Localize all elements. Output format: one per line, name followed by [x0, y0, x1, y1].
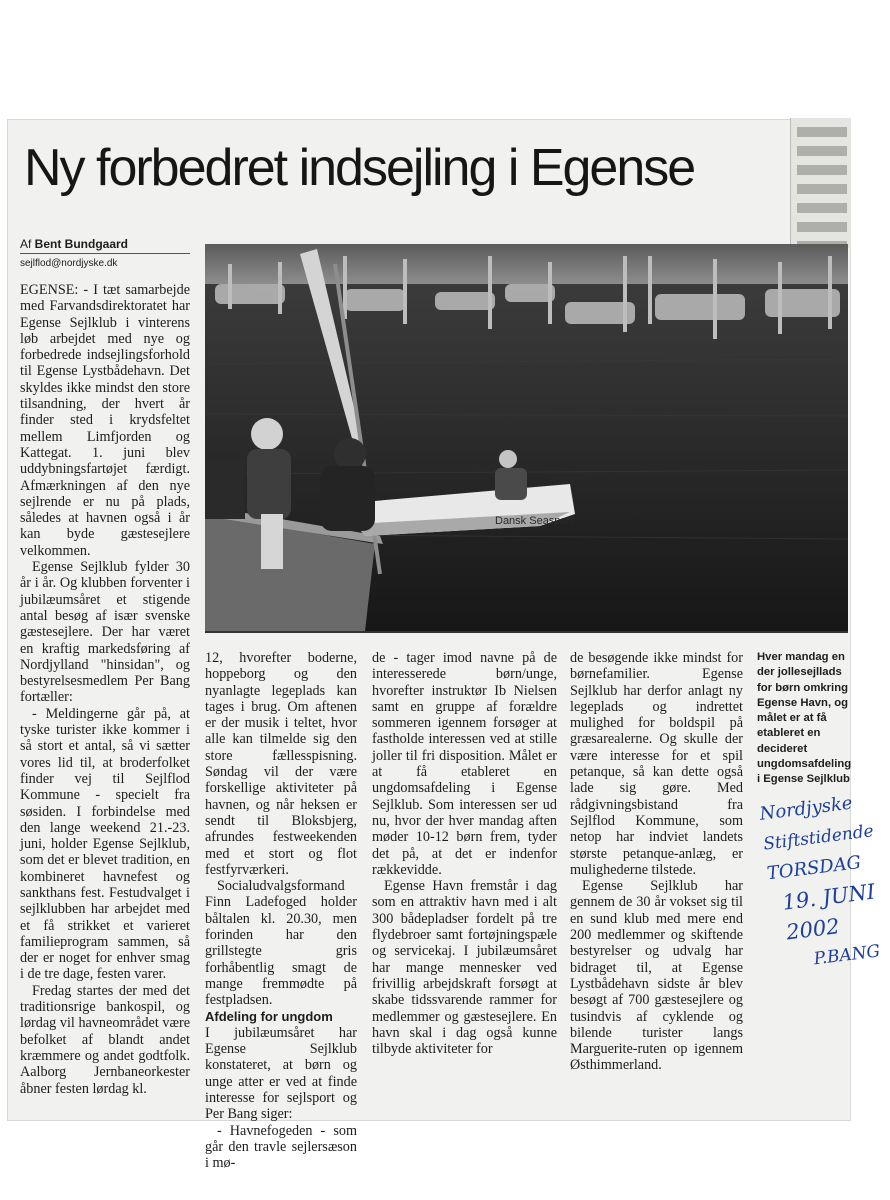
handwritten-line: 2002	[784, 914, 841, 945]
headline: Ny forbedret indsejling i Egense	[24, 139, 695, 197]
paragraph: Egense Havn fremstår i dag som en attraktiv havn med i alt 300 bådepladser fordelt på tre flydebroer samt fortøjningspæle og servicekaj. I jubilæumsåret har mange mennesker ved frivillig arbejdskraft forsøgt at skabe tidssvarende rammer for medlemmer og gæstesejlere. En havn skal i dag også kunne tilbyde aktiviteter for	[372, 878, 557, 1058]
boat-hull-text: Dansk Seasport	[495, 515, 574, 527]
paragraph: - Havnefogeden - som går den travle sejlersæson i mø-	[205, 1122, 357, 1172]
photo-caption: Hver mandag en der jollesejllads for børn omkring Egense Havn, og målet er at få etableret en decideret ungdomsafdeling i Egense Sejlklub	[757, 651, 852, 786]
paragraph: I jubilæumsåret har Egense Sejlklub konstateret, at børn og unge atter er ved at finde interesse for sejlsport og Per Bang siger:	[205, 1024, 357, 1123]
paragraph: - Meldingerne går på, at tyske turister ikke kommer i så stort et antal, så vi sætter vores lid til, at broderfolket finder vej til Sejlflod Kommune - specielt fra søsiden. I forbindelse med den lange weekend 21.-23. juni, holder Egense Sejlklub, som det er blevet tradition, en kombineret havnefest og sankthans fest. Festudvalget i sejlklubben har arbejdet med et få strikket et varieret familieprogram sammen, så der er noget for enhver smag i de tre dage, festen varer.	[20, 705, 190, 983]
paragraph: Fredag startes der med det traditionsrige bankospil, og lørdag vil havneområdet være befolket af blandt andet kræmmere og andet godtfolk. Aalborg Jernbaneorkester åbner festen lørdag kl.	[20, 982, 190, 1097]
byline-author: Bent Bundgaard	[34, 237, 129, 251]
article-column-4	[570, 650, 743, 1074]
paragraph: Egense Sejlklub har gennem de 30 år vokset sig til en sund klub med mere end 200 medlemmer og skiftende bestyrelser og udvalg har bidraget til, at Egense Lystbådehavn sidste år blev besøgt af 700 gæstesejlere og tusindvis af cyklende og bilende turister langs Marguerite-ruten op igennem Østhimmerland.	[570, 878, 743, 1074]
byline-prefix: Af	[20, 237, 35, 251]
paragraph: 12, hvorefter boderne, hoppeborg og den nyanlagte legeplads kan tages i brug. Om aftenen er der musik i teltet, hvor alle kan tilmelde sig den store fællesspisning. Søndag vil der være forskellige aktiviteter på havnen, og når heksen er sendt til Bloksbjerg, afrundes festweekenden med et stort og flot festfyrværkeri.	[205, 650, 357, 878]
subheading: Afdeling for ungdom	[205, 1008, 333, 1024]
byline	[20, 237, 190, 254]
article-column-2	[205, 650, 357, 1172]
author-email: sejlflod@nordjyske.dk	[20, 258, 118, 269]
paragraph: de besøgende ikke mindst for børnefamilier. Egense Sejlklub har derfor anlagt ny legeplads og indrettet mulighed for boldspil på græsarealerne. Og skulle der være interesse for et spil petanque, så kan dette også lade sig gøre. Med rådgivningsbistand fra Sejlflod Kommune, som netop har indviet landets største petanque-anlæg, er mulighederne tilstede.	[570, 650, 743, 878]
handwritten-line: Nordjyske	[758, 792, 854, 825]
paragraph: EGENSE: - I tæt samarbejde med Farvandsdirektoratet har Egense Sejlklub i vinterens løb arbejdet med nye og forbedrede indsejlingsforhold til Egense Lystbådehavn. Det skyldes ikke mindst den store tilsandning, der hvert år finder sted i krydsfeltet mellem Limfjorden og Kattegat. 1. juni blev uddybningsfartøjet færdigt. Afmærkningen af den nye sejlrende er nu på plads, således at havnen også i år kan byde gæstesejlere velkommen.	[20, 282, 190, 559]
handwritten-line: 19. JUNI	[781, 879, 877, 915]
paragraph: Egense Sejlklub fylder 30 år i år. Og klubben forventer i jubilæumsåret et stigende antal besøg af især svenske gæstesejlere. Der har været en kraftig markedsføring af Nordjylland "hinsidan", og bestyrelsesmedlem Per Bang fortæller:	[20, 559, 190, 706]
paragraph: Socialudvalgsformand Finn Ladefoged holder båltalen kl. 20.30, men forinden har den grillstegte gris forhåbentlig smagt de mange fremmødte på festpladsen.	[205, 878, 357, 1009]
handwritten-line: Stiftstidende	[762, 821, 875, 855]
handwritten-line: TORSDAG	[765, 852, 863, 885]
harbor-photo	[205, 244, 848, 633]
article-column-3	[372, 650, 557, 1057]
paragraph: de - tager imod navne på de interesserede børn/unge, hvorefter instruktør Ib Nielsen samt en gruppe af forældre sommeren igennem forsøger at fastholde interessen ved at stille joller til fri disposition. Målet er at få etableret en ungdomsafdeling i Egense Sejlklub. Som interessen ser ud nu, hvor der hver mandag aften møder 10-12 børn frem, tyder det på, at det er indenfor rækkevidde.	[372, 650, 557, 878]
handwritten-line: P.BANG	[812, 941, 882, 970]
article-column-1	[20, 282, 190, 1097]
